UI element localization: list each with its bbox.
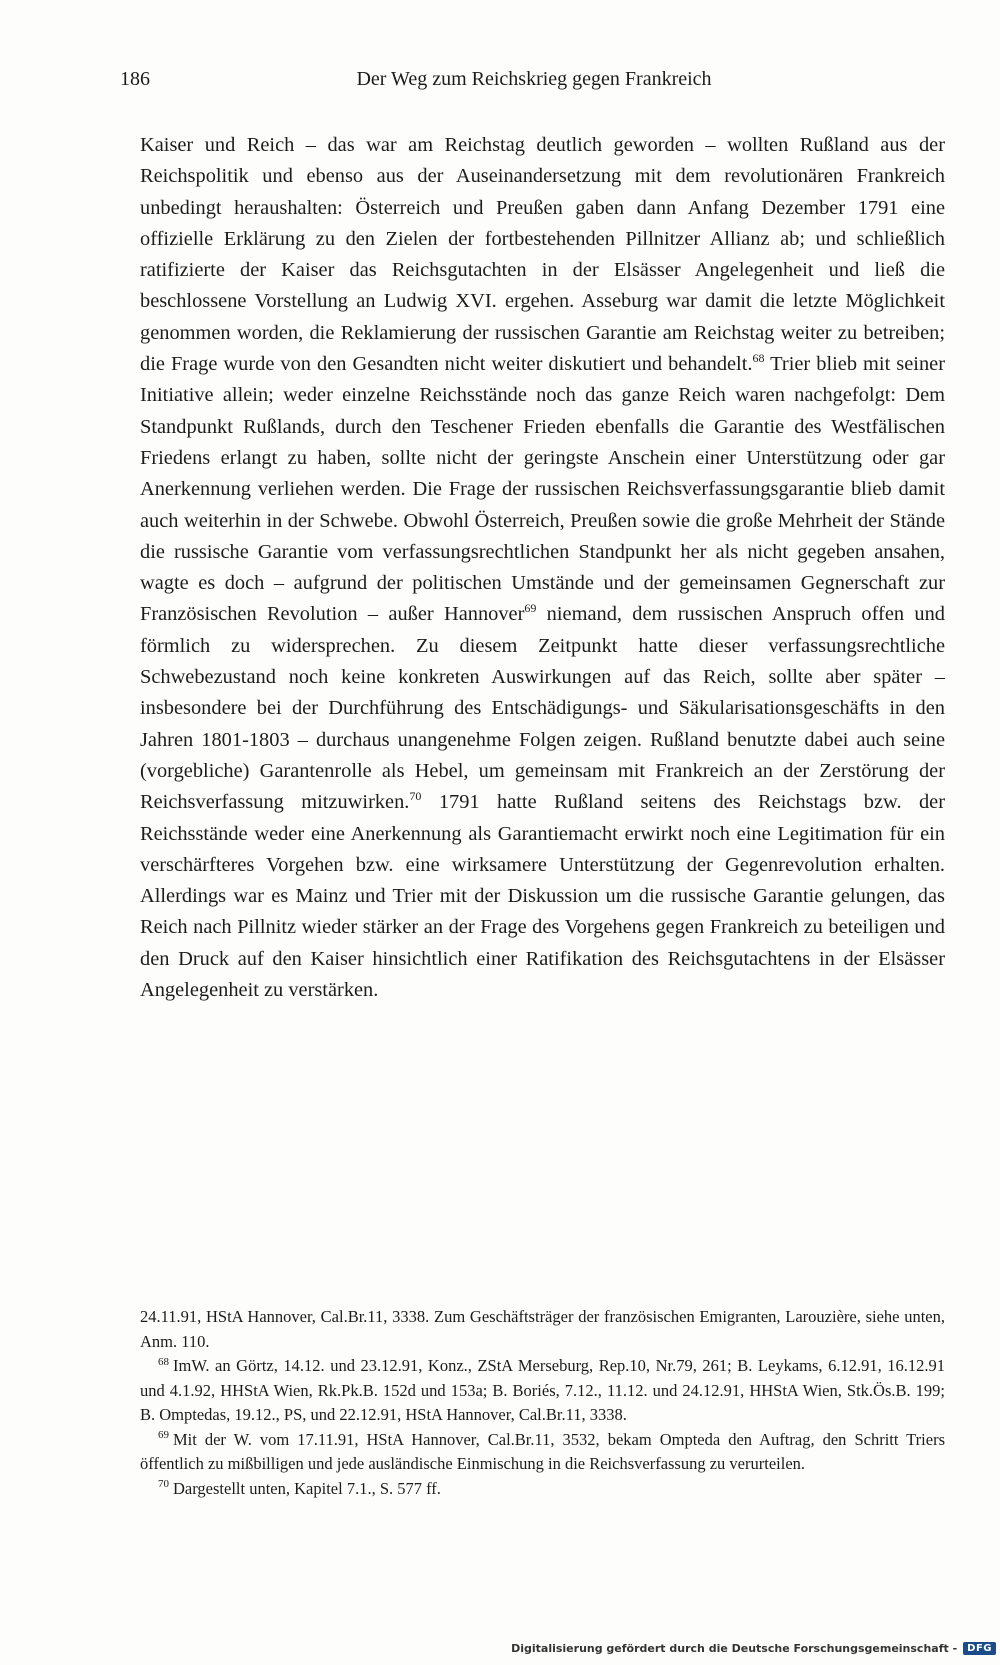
paragraph: [140, 130, 945, 1006]
running-title: Der Weg zum Reichskrieg gegen Frankreich: [356, 68, 712, 90]
footnote-text: ImW. an Görtz, 14.12. und 23.12.91, Konz., ZStA Merseburg, Rep.10, Nr.79, 261; B. Leykams, 6.12.91, 16.12.91 und 4.1.92, HHStA Wien, Rk.Pk.B. 152d und 153a; B. Boriés, 7.12., 11.12. und 24.12.91, HHStA Wien, Stk.Ös.B. 199; B. Omptedas, 19.12., PS, und 22.12.91, HStA Hannover, Cal.Br.11, 3338.: [140, 1356, 945, 1424]
footnotes: [140, 1305, 945, 1501]
text-segment: niemand, dem russischen Anspruch offen und förmlich zu widersprechen. Zu diesem Zeitpunkt hatte dieser verfassungsrechtliche Schwebezustand noch keine konkreten Auswirkungen auf das Reich, sollte aber später – insbesondere bei der Durchführung des Entschädigungs- und Säkularisationsgeschäfts in den Jahren 1801-1803 – durchaus unangenehme Folgen zeigen. Rußland benutzte dabei auch seine (vorgebliche) Garantenrolle als Hebel, um gemeinsam mit Frankreich an der Zerstörung der Reichsverfassung mitzuwirken.: [140, 603, 945, 814]
page-number: 186: [120, 68, 150, 90]
text-segment: Trier blieb mit seiner Initiative allein; weder einzelne Reichsstände noch das ganze Reich waren nachgefolgt: Dem Standpunkt Rußlands, durch den Teschener Frieden ebenfalls die Garantie des Westfälischen Friedens erlangt zu haben, sollte nicht der geringste Anschein einer Unterstützung oder gar Anerkennung verliehen werden. Die Frage der russischen Reichsverfassungsgarantie blieb damit auch weiterhin in der Schwebe. Obwohl Österreich, Preußen sowie die große Mehrheit der Stände die russische Garantie vom verfassungsrechtlichen Standpunkt her als nicht gegeben ansahen, wagte es doch – aufgrund der politischen Umstände und der gemeinsamen Gegnerschaft zur Französischen Revolution – außer Hannover: [140, 353, 945, 626]
footnote-number: 68: [158, 1355, 169, 1368]
footnote-marker: 69: [524, 601, 537, 616]
footnote-marker: 68: [752, 351, 765, 366]
dfg-logo-icon: DFG: [963, 1642, 996, 1655]
footnote-text: Mit der W. vom 17.11.91, HStA Hannover, Cal.Br.11, 3532, bekam Ompteda den Auftrag, den Schritt Triers öffentlich zu mißbilligen und jede ausländische Einmischung in die Reichsverfassung zu verurteilen.: [140, 1429, 945, 1473]
footnote-70: [140, 1477, 945, 1502]
text-segment: Kaiser und Reich – das war am Reichstag deutlich geworden – wollten Rußland aus der Reichspolitik und ebenso aus der Auseinandersetzung mit dem revolutionären Frankreich unbedingt heraushalten: Österreich und Preußen gaben dann Anfang Dezember 1791 eine offizielle Erklärung zu den Zielen der fortbestehenden Pillnitzer Allianz ab; und schließlich ratifizierte der Kaiser das Reichsgutachten in der Elsässer Angelegenheit und ließ die beschlossene Vorstellung an Ludwig XVI. ergehen. Asseburg war damit die letzte Möglichkeit genommen worden, die Reklamierung der russischen Garantie am Reichstag weiter zu betreiben; die Frage wurde von den Gesandten nicht weiter diskutiert und behandelt.: [140, 134, 945, 376]
text-segment: 1791 hatte Rußland seitens des Reichstags bzw. der Reichsstände weder eine Anerkennung als Garantiemacht erwirkt noch eine Legitimation für ein verschärfteres Vorgehen bzw. eine wirksamere Unterstützung der Gegenrevolution erhalten. Allerdings war es Mainz und Trier mit der Diskussion um die russische Garantie gelungen, das Reich nach Pillnitz wieder stärker an der Frage des Vorgehens gegen Frankreich zu beteiligen und den Druck auf den Kaiser hinsichtlich einer Ratifikation des Reichsgutachtens in der Elsässer Angelegenheit zu verstärken.: [140, 791, 945, 1002]
digitization-footer: [511, 1637, 1000, 1659]
footnote-number: 69: [158, 1429, 169, 1441]
footnote-68: [140, 1354, 945, 1428]
page-header: [120, 68, 908, 102]
footnote-69: [140, 1428, 945, 1477]
footer-text: Digitalisierung gefördert durch die Deutsche Forschungsgemeinschaft -: [511, 1641, 958, 1655]
footnote-number: 70: [158, 1478, 169, 1490]
footnote-marker: 70: [409, 789, 422, 804]
footnote-continuation: 24.11.91, HStA Hannover, Cal.Br.11, 3338. Zum Geschäftsträger der französischen Emigranten, Larouzière, siehe unten, Anm. 110.: [140, 1307, 945, 1351]
footnote-text: Dargestellt unten, Kapitel 7.1., S. 577 ff.: [173, 1478, 441, 1498]
body-text: [140, 130, 945, 1006]
